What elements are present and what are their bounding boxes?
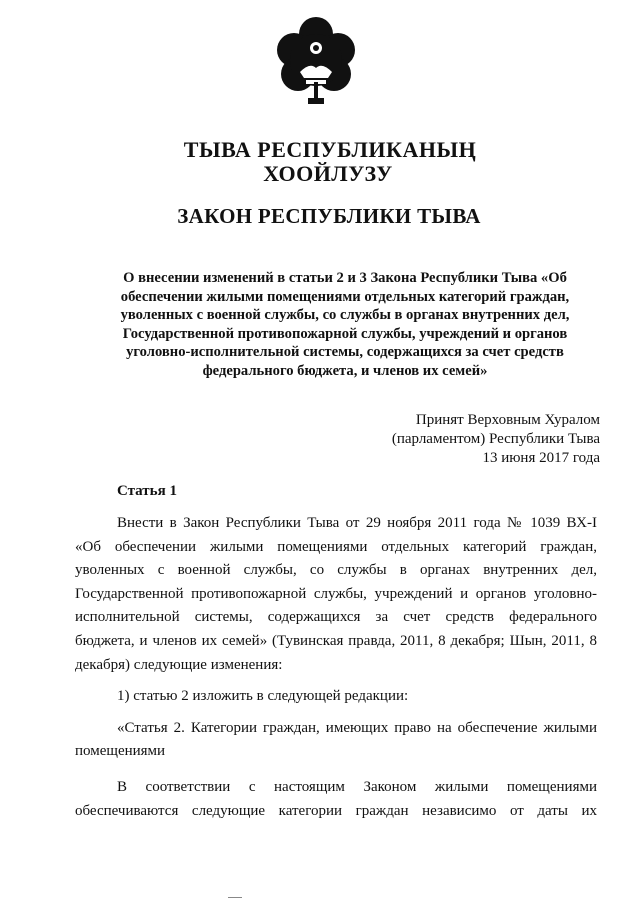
body-line: уволенных с военной службы, со службы в органах внутренних дел, <box>75 562 597 579</box>
subject-line: федерального бюджета, и членов их семей» <box>202 362 488 379</box>
adoption-date: 13 июня 2017 года <box>482 450 600 466</box>
body-line: 1) статью 2 изложить в следующей редакции: <box>117 688 409 705</box>
body-line: «Об обеспечении жилыми помещениями отдельных категорий граждан, <box>75 538 597 555</box>
tuvan-law-title: ТЫВА РЕСПУБЛИКАНЫҢ ХООЙЛУЗУ <box>183 137 477 186</box>
article-body <box>75 512 597 823</box>
adoption-line: (парламентом) Республики Тыва <box>391 431 600 447</box>
tuva-coat-of-arms-emblem <box>270 12 362 112</box>
adoption-note <box>392 411 600 468</box>
body-line: обеспечиваются следующие категории граждан независимо от даты их <box>75 802 597 819</box>
subject-line: Государственной противопожарной службы, учреждений и органов <box>122 325 568 342</box>
body-line: бюджета, и членов их семей» (Тувинская правда, 2011, 8 декабря; Шын, 2011, 8 <box>75 632 597 649</box>
subject-line: уголовно-исполнительной системы, содержащихся за счет средств <box>126 344 564 361</box>
body-line: декабря) следующие изменения: <box>75 656 283 673</box>
body-line: «Статья 2. Категории граждан, имеющих право на обеспечение жилыми <box>117 719 597 736</box>
page-footer-mark <box>228 897 242 898</box>
russian-law-title: ЗАКОН РЕСПУБЛИКИ ТЫВА <box>177 204 481 228</box>
adoption-line: Принят Верховным Хуралом <box>415 412 600 428</box>
subject-line: О внесении изменений в статьи 2 и 3 Закона Республики Тыва «Об <box>123 270 567 286</box>
law-subject-heading <box>100 269 590 381</box>
body-line: помещениями <box>75 743 166 760</box>
subject-line: обеспечении жилыми помещениями отдельных категорий граждан, <box>120 288 570 305</box>
article-title: Статья 1 <box>117 483 177 499</box>
body-line: Государственной противопожарной службы, учреждений и органов уголовно- <box>75 585 597 602</box>
body-line: исполнительной системы, содержащихся за счет средств федерального <box>75 609 597 626</box>
body-line: В соответствии с настоящим Законом жилыми помещениями <box>117 778 597 795</box>
body-line: Внести в Закон Республики Тыва от 29 ноября 2011 года № 1039 ВХ-I <box>117 515 597 531</box>
subject-line: уволенных с военной службы, со службы в органах внутренних дел, <box>120 307 570 324</box>
